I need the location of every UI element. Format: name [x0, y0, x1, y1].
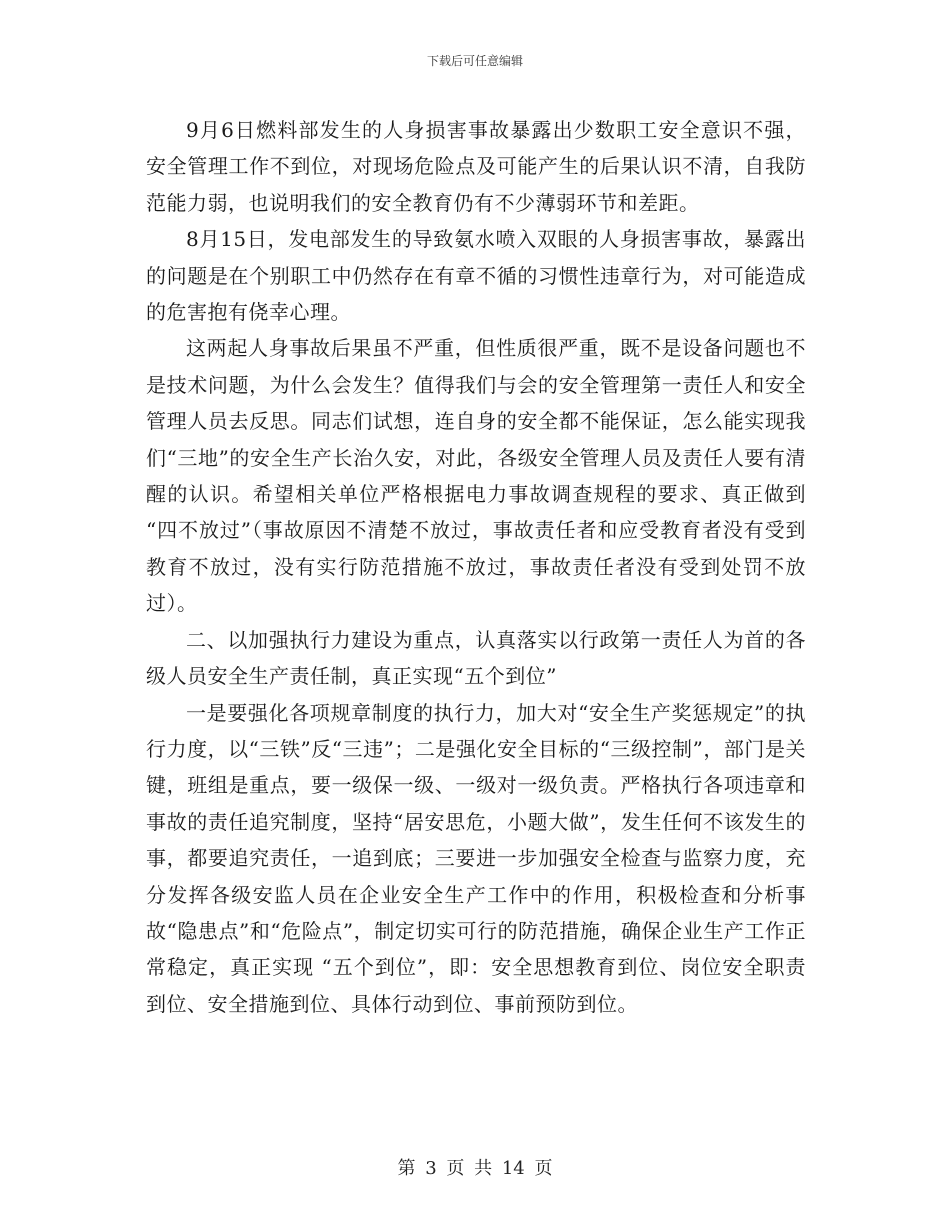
page-header: 下载后可任意编辑	[426, 54, 523, 68]
page-footer: 第 3 页 共 14 页	[397, 1158, 553, 1179]
paragraph-accident-sept-6: 9月6日燃料部发生的人身损害事故暴露出少数职工安全意识不强，安全管理工作不到位，对现场危险点及可能产生的后果认识不清，自我防范能力弱，也说明我们的安全教育仍有不少薄弱环节和差距。	[146, 118, 806, 215]
paragraph-accident-aug-15: 8月15日，发电部发生的导致氨水喷入双眼的人身损害事故，暴露出的问题是在个别职工中仍然存在有章不循的习惯性违章行为，对可能造成的危害抱有侥幸心理。	[146, 227, 806, 325]
paragraph-reflection: 这两起人身事故后果虽不严重，但性质很严重，既不是设备问题也不是技术问题，为什么会发生？值得我们与会的安全管理第一责任人和安全管理人员去反思。同志们试想，连自身的安全都不能保证，怎么能实现我们“三地”的安全生产长治久安，对此，各级安全管理人员及责任人要有清醒的认识。希望相关单位严格根据电力事故调查规程的要求、真正做到 “四不放过”（事故原因不清楚不放过，事故责任者和应受教育者没有受到教育不放过，没有实行防范措施不放过，事故责任者没有受到处罚不放过）。	[146, 336, 806, 616]
document-body	[146, 112, 806, 1022]
paragraph-measures: 一是要强化各项规章制度的执行力，加大对“安全生产奖惩规定”的执行力度，以“三铁”反“三违”；二是强化安全目标的“三级控制”，部门是关键，班组是重点，要一级保一级、一级对一级负责。严格执行各项违章和事故的责任追究制度，坚持“居安思危，小题大做”，发生任何不该发生的事，都要追究责任，一追到底；三要进一步加强安全检查与监察力度，充分发挥各级安监人员在企业安全生产工作中的作用，积极检查和分析事故“隐患点”和“危险点”，制定切实可行的防范措施，确保企业生产工作正常稳定，真正实现 “五个到位”，即：安全思想教育到位、岗位安全职责到位、安全措施到位、具体行动到位、事前预防到位。	[146, 700, 806, 1016]
section-heading-two: 二、以加强执行力建设为重点，认真落实以行政第一责任人为首的各级人员安全生产责任制，真正实现“五个到位”	[146, 627, 806, 689]
